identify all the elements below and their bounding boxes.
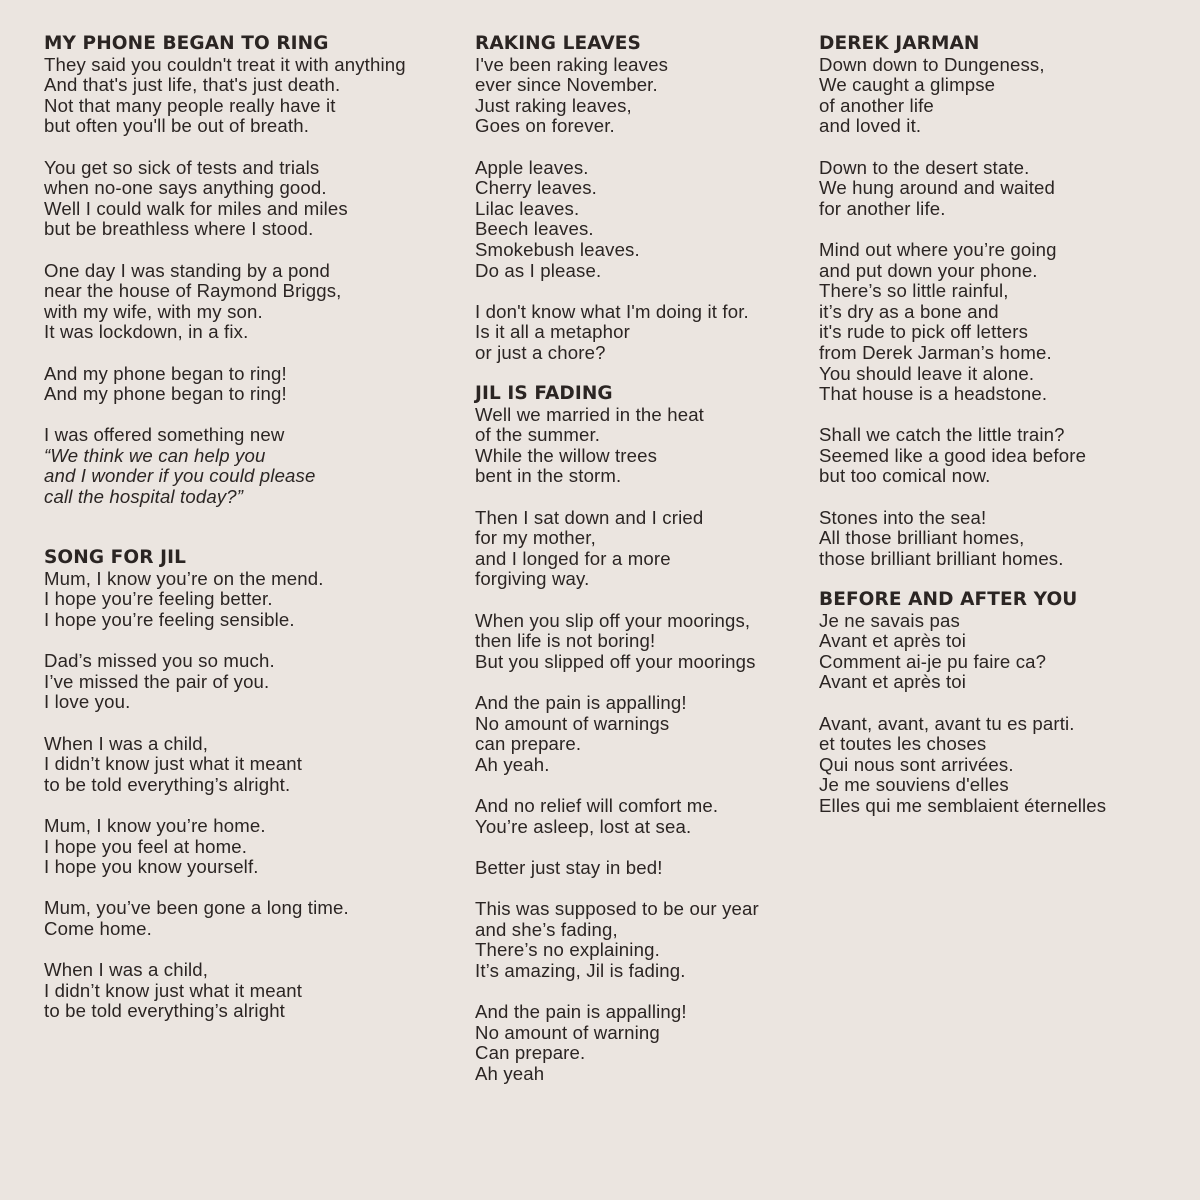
lyric-line: I didn’t know just what it meant: [44, 979, 303, 1001]
lyric-line: Just raking leaves,: [475, 94, 632, 116]
lyric-line: Mind out where you’re going: [819, 238, 1057, 260]
lyric-line: and I longed for a more: [475, 547, 671, 569]
lyric-line: when no-one says anything good.: [44, 177, 327, 199]
lyric-line: near the house of Raymond Briggs,: [44, 280, 342, 302]
stanza: [44, 158, 464, 240]
stanza: [44, 651, 464, 713]
lyric-line: I hope you’re feeling sensible.: [44, 609, 295, 631]
song-jil-is-fading: [475, 384, 805, 1084]
stanza: [44, 898, 464, 939]
lyric-line: There’s so little rainful,: [819, 280, 1009, 302]
song-title: JIL IS FADING: [475, 383, 613, 405]
lyric-line: Avant et après toi: [819, 671, 967, 693]
lyric-line: bent in the storm.: [475, 465, 622, 487]
stanza: [475, 405, 805, 487]
song-title: SONG FOR JIL: [44, 547, 186, 569]
lyric-line: There’s no explaining.: [475, 939, 660, 961]
lyric-line: Avant et après toi: [819, 630, 967, 652]
song-song-for-jil: [44, 548, 464, 1022]
stanza: [44, 425, 464, 507]
stanza: [475, 796, 805, 837]
lyric-line: While the willow trees: [475, 444, 658, 466]
lyric-line: forgiving way.: [475, 568, 590, 590]
lyric-line: et toutes les choses: [819, 733, 987, 755]
stanza: [475, 508, 805, 590]
song-spacer: [44, 528, 464, 548]
lyric-line: and put down your phone.: [819, 259, 1038, 281]
lyric-line: We hung around and waited: [819, 177, 1055, 199]
song-raking-leaves: [475, 34, 805, 364]
lyric-line: Smokebush leaves.: [475, 238, 640, 260]
lyric-line: with my wife, with my son.: [44, 300, 263, 322]
stanza: [475, 693, 805, 775]
lyric-line: Avant, avant, avant tu es parti.: [819, 712, 1075, 734]
lyric-line: You’re asleep, lost at sea.: [475, 815, 692, 837]
lyric-line: Mum, I know you’re home.: [44, 814, 266, 836]
lyrics-column-2: [475, 34, 805, 1105]
stanza: [44, 261, 464, 343]
lyric-line: Comment ai-je pu faire ca?: [819, 650, 1047, 672]
song-title: BEFORE AND AFTER YOU: [819, 589, 1078, 611]
lyric-line: to be told everything’s alright.: [44, 773, 291, 795]
lyric-line: Dad’s missed you so much.: [44, 650, 275, 672]
lyric-line: When you slip off your moorings,: [475, 609, 751, 631]
lyric-line: and she’s fading,: [475, 918, 618, 940]
lyric-line: can prepare.: [475, 733, 582, 755]
lyric-line: Je me souviens d'elles: [819, 774, 1009, 796]
song-title: DEREK JARMAN: [819, 33, 980, 54]
lyric-line: You should leave it alone.: [819, 362, 1035, 384]
lyric-line: That house is a headstone.: [819, 383, 1048, 405]
song-my-phone-began-to-ring: [44, 34, 464, 508]
lyric-line: Then I sat down and I cried: [475, 506, 704, 528]
stanza: [819, 714, 1169, 817]
stanza: [475, 899, 805, 981]
lyric-line: Goes on forever.: [475, 115, 615, 137]
stanza: [44, 734, 464, 796]
stanza: [44, 55, 464, 137]
lyric-line: Seemed like a good idea before: [819, 444, 1087, 466]
lyric-line: All those brilliant homes,: [819, 527, 1025, 549]
lyric-line: Qui nous sont arrivées.: [819, 753, 1014, 775]
lyric-line: When I was a child,: [44, 959, 209, 981]
lyric-line: And that's just life, that's just death.: [44, 74, 341, 96]
lyric-line: Down to the desert state.: [819, 156, 1030, 178]
lyric-line: It’s amazing, Jil is fading.: [475, 959, 686, 981]
lyric-line: No amount of warnings: [475, 712, 670, 734]
lyric-line: Well we married in the heat: [475, 403, 704, 425]
stanza: [475, 1002, 805, 1084]
lyric-line: it's rude to pick off letters: [819, 321, 1029, 343]
lyric-line: Not that many people really have it: [44, 94, 336, 116]
lyric-line-italic: call the hospital today?”: [44, 486, 244, 508]
lyric-line: Shall we catch the little train?: [819, 424, 1065, 446]
stanza: [819, 158, 1169, 220]
song-derek-jarman: [819, 34, 1169, 569]
stanza: [44, 816, 464, 878]
lyric-line: I don't know what I'm doing it for.: [475, 300, 749, 322]
lyric-line: And my phone began to ring!: [44, 383, 287, 405]
stanza: [819, 55, 1169, 137]
lyric-line: I hope you feel at home.: [44, 835, 248, 857]
lyric-line: of the summer.: [475, 424, 601, 446]
lyric-line: Ah yeah: [475, 1062, 545, 1084]
lyric-line: I was offered something new: [44, 424, 285, 446]
stanza: [44, 960, 464, 1022]
lyric-line: I've been raking leaves: [475, 53, 669, 75]
lyric-line: I hope you know yourself.: [44, 856, 259, 878]
lyric-line: Better just stay in bed!: [475, 856, 663, 878]
lyric-line: Mum, you’ve been gone a long time.: [44, 897, 349, 919]
lyric-line-italic: and I wonder if you could please: [44, 465, 316, 487]
lyrics-column-3: [819, 34, 1169, 837]
lyric-line: I hope you’re feeling better.: [44, 588, 273, 610]
lyric-line: Elles qui me semblaient éternelles: [819, 794, 1107, 816]
song-before-and-after-you: [819, 590, 1169, 817]
lyric-line: from Derek Jarman’s home.: [819, 341, 1052, 363]
lyric-line: but often you'll be out of breath.: [44, 115, 310, 137]
stanza: [44, 569, 464, 631]
lyric-line: those brilliant brilliant homes.: [819, 547, 1064, 569]
lyric-line: Beech leaves.: [475, 218, 594, 240]
lyric-line: And the pain is appalling!: [475, 1000, 687, 1022]
lyric-line: but too comical now.: [819, 465, 991, 487]
lyric-line: This was supposed to be our year: [475, 897, 759, 919]
lyric-line-italic: “We think we can help you: [44, 444, 266, 466]
lyric-line: I’ve missed the pair of you.: [44, 670, 270, 692]
lyric-line: Je ne savais pas: [819, 609, 960, 631]
song-title: RAKING LEAVES: [475, 33, 641, 54]
lyric-line: When I was a child,: [44, 732, 209, 754]
stanza: [475, 611, 805, 673]
lyric-line: We caught a glimpse: [819, 74, 996, 96]
stanza: [819, 240, 1169, 405]
lyrics-column-1: [44, 34, 464, 1043]
lyric-line: Well I could walk for miles and miles: [44, 197, 348, 219]
lyric-line: Stones into the sea!: [819, 506, 987, 528]
lyric-line: Is it all a metaphor: [475, 321, 630, 343]
stanza: [475, 158, 805, 282]
song-title: MY PHONE BEGAN TO RING: [44, 33, 329, 54]
lyric-line: And the pain is appalling!: [475, 692, 687, 713]
lyric-line: ever since November.: [475, 74, 658, 96]
lyric-line: Mum, I know you’re on the mend.: [44, 567, 324, 589]
lyric-line: But you slipped off your moorings: [475, 650, 756, 672]
lyric-line: Can prepare.: [475, 1042, 586, 1064]
lyric-line: It was lockdown, in a fix.: [44, 321, 249, 343]
stanza: [819, 611, 1169, 693]
lyric-line: They said you couldn't treat it with anything: [44, 53, 406, 75]
lyric-line: Come home.: [44, 917, 152, 939]
lyric-line: I didn’t know just what it meant: [44, 753, 303, 775]
lyric-line: of another life: [819, 94, 934, 116]
lyric-line: Down down to Dungeness,: [819, 53, 1045, 75]
lyric-line: for another life.: [819, 197, 946, 219]
lyric-line: You get so sick of tests and trials: [44, 156, 320, 178]
lyric-line: for my mother,: [475, 527, 596, 549]
lyric-line: And no relief will comfort me.: [475, 794, 719, 816]
lyric-line: and loved it.: [819, 115, 922, 137]
lyric-line: One day I was standing by a pond: [44, 259, 330, 281]
lyric-line: Ah yeah.: [475, 753, 550, 775]
stanza: [44, 364, 464, 405]
lyric-line: Apple leaves.: [475, 156, 589, 178]
lyric-line: Cherry leaves.: [475, 177, 597, 199]
stanza: [475, 55, 805, 137]
lyric-line: Do as I please.: [475, 259, 602, 281]
lyric-line: No amount of warning: [475, 1021, 660, 1043]
lyric-line: Lilac leaves.: [475, 197, 580, 219]
lyric-line: to be told everything’s alright: [44, 1000, 286, 1022]
lyric-line: or just a chore?: [475, 341, 606, 363]
stanza: [475, 302, 805, 364]
lyric-line: but be breathless where I stood.: [44, 218, 314, 240]
stanza: [819, 425, 1169, 487]
stanza: [475, 858, 805, 879]
lyric-line: then life is not boring!: [475, 630, 656, 652]
lyric-line: I love you.: [44, 691, 131, 713]
lyric-line: And my phone began to ring!: [44, 362, 287, 384]
lyric-line: it’s dry as a bone and: [819, 300, 999, 322]
stanza: [819, 508, 1169, 570]
